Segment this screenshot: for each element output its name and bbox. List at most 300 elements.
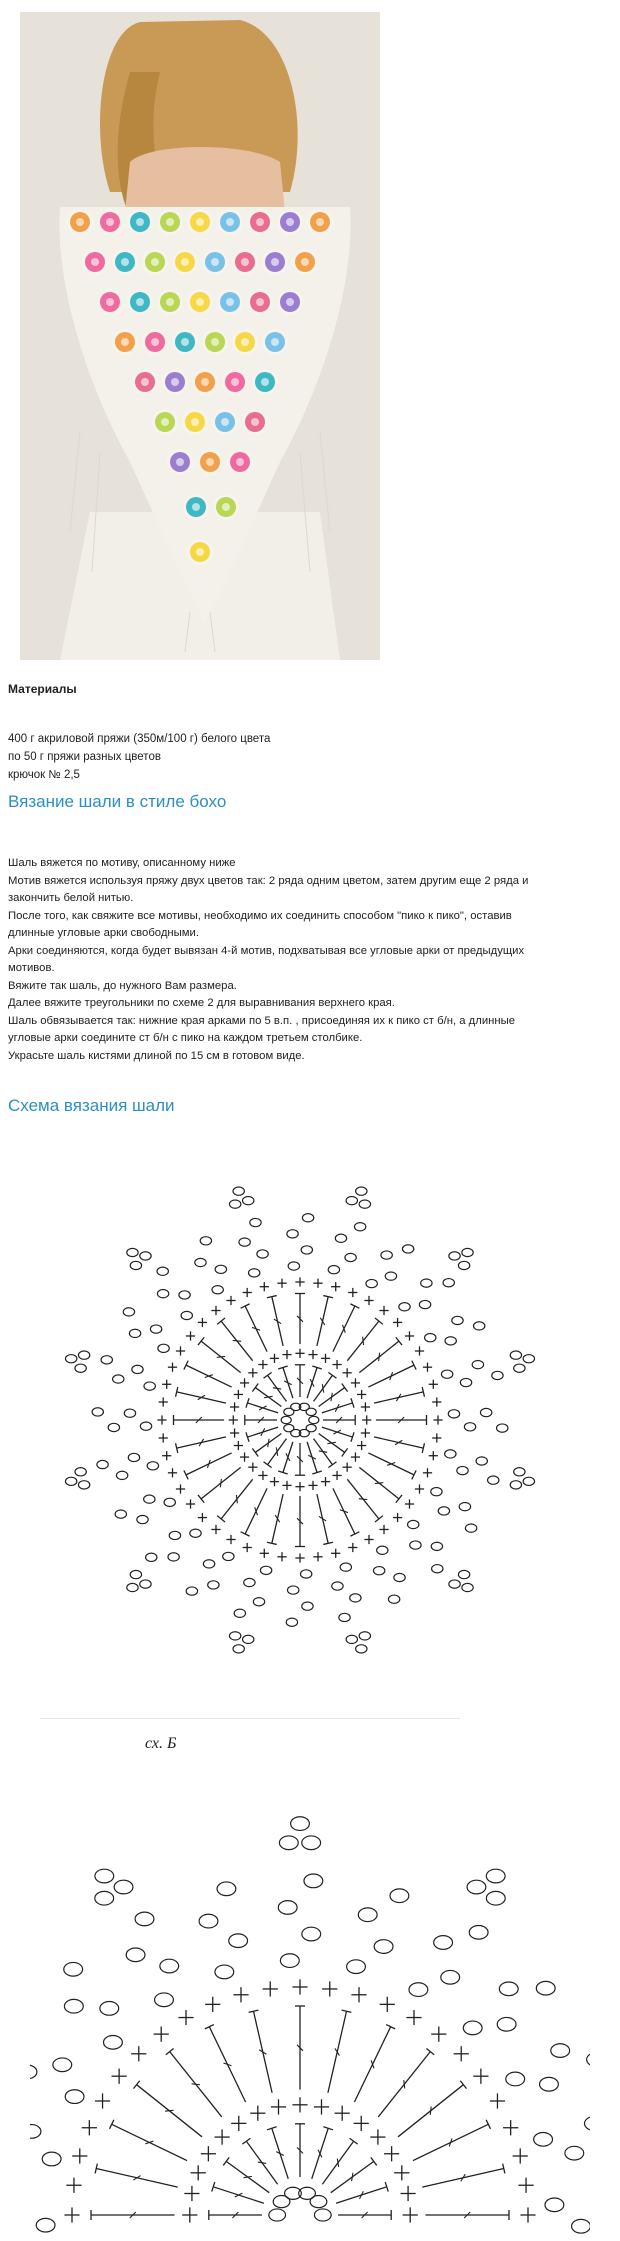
single-crochet-symbol <box>154 2027 169 2042</box>
double-crochet-symbol <box>368 1453 416 1479</box>
chain-stitch-symbol <box>147 1462 158 1470</box>
single-crochet-symbol <box>260 1549 269 1558</box>
single-crochet-symbol <box>270 1477 279 1486</box>
single-crochet-symbol <box>112 2069 127 2084</box>
chain-stitch-symbol <box>65 1477 76 1485</box>
chain-stitch-symbol <box>164 1498 175 1506</box>
single-crochet-symbol <box>230 1402 239 1411</box>
chain-stitch-symbol <box>431 1542 442 1550</box>
double-crochet-symbol <box>347 1479 382 1522</box>
double-crochet-symbol <box>319 1434 348 1457</box>
chain-stitch-symbol <box>291 1817 310 1831</box>
chain-stitch-symbol <box>545 2198 564 2212</box>
single-crochet-symbol <box>248 1368 257 1377</box>
shawl-photo <box>20 12 380 660</box>
chain-stitch-symbol <box>350 1594 361 1602</box>
chain-stitch-symbol <box>346 1196 357 1204</box>
chain-stitch-symbol <box>300 1570 311 1578</box>
chain-stitch-symbol <box>130 1261 141 1269</box>
single-crochet-symbol <box>211 1525 220 1534</box>
double-crochet-symbol <box>110 2120 187 2161</box>
double-crochet-symbol <box>241 1304 267 1352</box>
chain-stitch-symbol <box>127 1583 138 1591</box>
chain-stitch-symbol <box>458 1570 469 1578</box>
chain-stitch-symbol <box>281 1416 291 1423</box>
chain-stitch-symbol <box>431 1488 442 1496</box>
crochet-motif <box>217 209 243 235</box>
chain-stitch-symbol <box>385 1272 396 1280</box>
instructions <box>8 855 556 1065</box>
single-crochet-symbol <box>186 1499 195 1508</box>
double-crochet-symbol <box>312 2127 333 2179</box>
chain-stitch-symbol <box>140 1252 151 1260</box>
chain-stitch-symbol <box>462 1583 473 1591</box>
single-crochet-symbol <box>362 1415 371 1424</box>
single-crochet-symbol <box>431 2027 446 2042</box>
single-crochet-symbol <box>184 2186 199 2201</box>
single-crochet-symbol <box>503 2120 518 2135</box>
chain-stitch-symbol <box>356 1645 367 1653</box>
chain-stitch-symbol <box>75 1364 86 1372</box>
crochet-motif <box>262 329 288 355</box>
double-crochet-symbol <box>264 1439 287 1468</box>
single-crochet-symbol <box>226 1535 235 1544</box>
double-crochet-symbol <box>166 2048 222 2116</box>
single-crochet-symbol <box>231 2116 246 2131</box>
crochet-motif <box>157 289 183 315</box>
double-crochet-symbol <box>252 1384 281 1407</box>
double-crochet-symbol <box>333 1488 359 1536</box>
chain-stitch-symbol <box>65 1355 76 1363</box>
chain-stitch-symbol <box>286 1618 297 1626</box>
chain-stitch-symbol <box>510 1351 521 1359</box>
single-crochet-symbol <box>233 1987 248 2002</box>
double-crochet-symbol <box>374 1387 424 1403</box>
single-crochet-symbol <box>357 1390 366 1399</box>
instruction-paragraph: Вяжите так шаль, до нужного Вам размера. <box>8 979 237 992</box>
chain-stitch-symbol <box>302 1602 313 1610</box>
chain-stitch-symbol <box>345 1253 356 1261</box>
single-crochet-symbol <box>415 1346 424 1355</box>
instruction-paragraph: Шаль вяжется по мотиву, описанному ниже <box>8 857 236 869</box>
chain-stitch-symbol <box>144 1495 155 1503</box>
single-crochet-symbol <box>248 1463 257 1472</box>
double-crochet-symbol <box>217 1318 252 1361</box>
chain-stitch-symbol <box>419 1300 430 1308</box>
chain-stitch-symbol <box>332 1582 343 1590</box>
chain-stitch-symbol <box>302 1214 313 1222</box>
chain-stitch-symbol <box>409 1983 428 1997</box>
single-crochet-symbol <box>82 2120 97 2135</box>
chain-stitch-symbol <box>203 1560 214 1568</box>
double-crochet-symbol <box>323 1415 355 1425</box>
single-crochet-symbol <box>331 1549 340 1558</box>
chain-stitch-symbol <box>584 2117 590 2131</box>
single-crochet-symbol <box>322 1981 337 1996</box>
chain-stitch-symbol <box>30 2125 41 2139</box>
materials-line: по 50 г пряжи разных цветов <box>8 751 161 763</box>
chain-stitch-symbol <box>195 1258 206 1266</box>
chain-stitch-symbol <box>373 1567 384 1575</box>
single-crochet-symbol <box>393 1513 402 1522</box>
crochet-motif <box>277 209 303 235</box>
crochet-motif <box>112 329 138 355</box>
chain-stitch-symbol <box>460 1378 471 1386</box>
chain-stitch-symbol <box>215 1265 226 1273</box>
single-crochet-symbol <box>361 1402 370 1411</box>
chain-stitch-symbol <box>116 1471 127 1479</box>
chain-stitch-symbol <box>253 1598 264 1606</box>
instruction-paragraph: Мотив вяжется используя пряжу двух цветов так: 2 ряда одним цветом, затем другим еще 2 ряда и закончить белой нитью. <box>8 874 529 904</box>
crochet-motif <box>212 409 238 435</box>
single-crochet-symbol <box>292 2097 307 2112</box>
double-crochet-symbol <box>249 2010 272 2093</box>
section-title-scheme: Схема вязания шали <box>8 1096 175 1115</box>
single-crochet-symbol <box>214 2129 229 2144</box>
double-crochet-symbol <box>376 1415 427 1425</box>
crochet-motif <box>162 369 188 395</box>
chain-stitch-symbol <box>140 1580 151 1588</box>
chain-stitch-symbol <box>506 2072 525 2086</box>
double-crochet-symbol <box>184 1453 232 1479</box>
double-crochet-symbol <box>413 2120 490 2161</box>
crochet-half-motif-chart <box>30 1760 590 2235</box>
single-crochet-symbol <box>429 1451 438 1460</box>
single-crochet-symbol <box>182 2207 197 2222</box>
single-crochet-symbol <box>205 1997 220 2012</box>
single-crochet-symbol <box>406 2010 421 2025</box>
chain-stitch-symbol <box>126 1948 145 1962</box>
chain-stitch-symbol <box>399 1303 410 1311</box>
chain-stitch-symbol <box>229 1934 248 1948</box>
double-crochet-symbol <box>317 1494 333 1544</box>
chain-stitch-symbol <box>449 1580 460 1588</box>
double-crochet-symbol <box>374 1437 424 1453</box>
chain-stitch-symbol <box>78 1351 89 1359</box>
chain-stitch-symbol <box>146 1553 157 1561</box>
chain-stitch-symbol <box>458 1261 469 1269</box>
chain-stitch-symbol <box>144 1382 155 1390</box>
crochet-motif <box>262 249 288 275</box>
single-crochet-symbol <box>308 1350 317 1359</box>
chain-stitch-symbol <box>104 2035 123 2049</box>
chain-stitch-symbol <box>100 2002 119 2016</box>
single-crochet-symbol <box>520 2207 535 2222</box>
single-crochet-symbol <box>364 1535 373 1544</box>
single-crochet-symbol <box>332 1471 341 1480</box>
shawl-photo-illustration <box>20 12 380 660</box>
chain-stitch-symbol <box>160 1959 179 1973</box>
double-crochet-symbol <box>91 2210 175 2220</box>
single-crochet-symbol <box>162 1451 171 1460</box>
double-crochet-symbol <box>359 1467 402 1502</box>
chain-stitch-symbol <box>492 1371 503 1379</box>
single-crochet-symbol <box>454 2046 469 2061</box>
chain-stitch-symbol <box>381 1251 392 1259</box>
single-crochet-symbol <box>432 1397 441 1406</box>
single-crochet-symbol <box>198 1318 207 1327</box>
crochet-motif <box>202 249 228 275</box>
single-crochet-symbol <box>343 1463 352 1472</box>
single-crochet-symbol <box>429 1380 438 1389</box>
crochet-motif <box>97 289 123 315</box>
double-crochet-symbol <box>95 2164 178 2187</box>
crochet-motif <box>222 369 248 395</box>
chain-stitch-symbol <box>229 1632 240 1640</box>
double-crochet-symbol <box>212 2182 264 2203</box>
chain-stitch-symbol <box>101 1356 112 1364</box>
crochet-motif <box>127 289 153 315</box>
single-crochet-symbol <box>313 1279 322 1288</box>
double-crochet-symbol <box>205 2025 246 2102</box>
single-crochet-symbol <box>191 2165 206 2180</box>
single-crochet-symbol <box>176 1484 185 1493</box>
double-crochet-symbol <box>184 1361 232 1387</box>
chain-stitch-symbol <box>457 1466 468 1474</box>
double-crochet-symbol <box>338 2210 391 2220</box>
chain-stitch-symbol <box>536 1981 555 1995</box>
double-crochet-symbol <box>295 2124 305 2177</box>
crochet-diagram-half-motif <box>30 1760 590 2235</box>
chain-stitch-symbol <box>499 1982 518 1996</box>
crochet-motif <box>172 329 198 355</box>
chain-stitch-symbol <box>65 2090 84 2104</box>
materials-heading: Материалы <box>8 682 77 696</box>
single-crochet-symbol <box>357 1441 366 1450</box>
chain-stitch-symbol <box>394 1573 405 1581</box>
chain-stitch-symbol <box>135 1912 154 1926</box>
single-crochet-symbol <box>240 1378 249 1387</box>
chain-stitch-symbol <box>309 1416 319 1423</box>
chain-stitch-symbol <box>64 1999 83 2013</box>
crochet-motif <box>112 249 138 275</box>
double-crochet-symbol <box>217 1479 252 1522</box>
chain-stitch-symbol <box>390 1889 409 1903</box>
crochet-motif <box>213 494 239 520</box>
chain-stitch-symbol <box>438 1507 449 1515</box>
crochet-motif <box>183 494 209 520</box>
chain-stitch-symbol <box>377 1546 388 1554</box>
chain-stitch-symbol <box>239 1238 250 1246</box>
chain-stitch-symbol <box>540 2077 559 2091</box>
chain-stitch-symbol <box>288 1586 299 1594</box>
crochet-motif <box>142 249 168 275</box>
chain-stitch-symbol <box>229 1200 240 1208</box>
single-crochet-symbol <box>423 1468 432 1477</box>
chain-stitch-symbol <box>347 1960 366 1974</box>
chain-stitch-symbol <box>234 1609 245 1617</box>
chain-stitch-symbol <box>150 1325 161 1333</box>
chain-stitch-symbol <box>459 1502 470 1510</box>
chain-stitch-symbol <box>75 1468 86 1476</box>
single-crochet-symbol <box>308 1481 317 1490</box>
double-crochet-symbol <box>295 1443 305 1475</box>
single-crochet-symbol <box>403 2207 418 2222</box>
chain-stitch-symbol <box>301 1246 312 1254</box>
single-crochet-symbol <box>518 2178 533 2193</box>
single-crochet-symbol <box>295 1349 304 1358</box>
chain-stitch-symbol <box>179 1291 190 1299</box>
crochet-motif <box>232 249 258 275</box>
chain-stitch-symbol <box>358 1908 377 1922</box>
chain-stitch-symbol <box>359 1632 370 1640</box>
single-crochet-symbol <box>364 1296 373 1305</box>
double-crochet-symbol <box>378 2048 434 2116</box>
chain-stitch-symbol <box>208 1581 219 1589</box>
chain-stitch-symbol <box>359 1200 370 1208</box>
single-crochet-symbol <box>331 1282 340 1291</box>
single-crochet-symbol <box>343 1368 352 1377</box>
chain-stitch-symbol <box>278 1901 297 1915</box>
chain-stitch-symbol <box>200 1237 211 1245</box>
single-crochet-symbol <box>159 1433 168 1442</box>
single-crochet-symbol <box>250 2106 265 2121</box>
single-crochet-symbol <box>332 1360 341 1369</box>
section-title-knitting: Вязание шали в стиле бохо <box>8 792 227 811</box>
double-crochet-symbol <box>368 1361 416 1387</box>
chain-stitch-symbol <box>108 1423 119 1431</box>
chain-stitch-symbol <box>476 1457 487 1465</box>
chain-stitch-symbol <box>158 1344 169 1352</box>
single-crochet-symbol <box>258 1360 267 1369</box>
single-crochet-symbol <box>178 2010 193 2025</box>
crochet-motif <box>247 209 273 235</box>
chain-stitch-symbol <box>288 1262 299 1270</box>
double-crochet-symbol <box>241 1488 267 1536</box>
chain-stitch-symbol <box>469 1925 488 1939</box>
crochet-motif <box>192 369 218 395</box>
double-crochet-symbol <box>209 2210 262 2220</box>
single-crochet-symbol <box>234 1390 243 1399</box>
double-crochet-symbol <box>295 1496 305 1547</box>
single-crochet-symbol <box>348 1288 357 1297</box>
chain-stitch-symbol <box>448 1410 459 1418</box>
single-crochet-symbol <box>348 1543 357 1552</box>
single-crochet-symbol <box>162 1380 171 1389</box>
chain-stitch-symbol <box>302 1927 321 1941</box>
double-crochet-symbol <box>398 2081 466 2137</box>
single-crochet-symbol <box>351 1378 360 1387</box>
chain-stitch-symbol <box>572 2219 590 2233</box>
chain-stitch-symbol <box>157 1267 168 1275</box>
single-crochet-symbol <box>335 2106 350 2121</box>
instruction-paragraph: После того, как свяжите все мотивы, необходимо их соединить способом "пико к пико", оставив длинные угловые арки свободными. <box>8 909 512 939</box>
chain-stitch-symbol <box>212 1286 223 1294</box>
single-crochet-symbol <box>415 1484 424 1493</box>
chain-stitch-symbol <box>97 1460 108 1468</box>
chain-stitch-symbol <box>123 1308 134 1316</box>
chain-stitch-symbol <box>449 1252 460 1260</box>
single-crochet-symbol <box>473 2069 488 2084</box>
chain-stitch-symbol <box>233 1645 244 1653</box>
chain-stitch-symbol <box>113 1375 124 1383</box>
chain-stitch-symbol <box>124 1409 135 1417</box>
crochet-motif <box>142 329 168 355</box>
instruction-paragraph: Украсьте шаль кистями длиной по 15 см в готовом виде. <box>8 1049 305 1062</box>
chain-stitch-symbol <box>130 1570 141 1578</box>
chain-stitch-symbol <box>223 1552 234 1560</box>
chain-stitch-symbol <box>181 1311 192 1319</box>
single-crochet-symbol <box>240 1452 249 1461</box>
single-crochet-symbol <box>282 1350 291 1359</box>
double-crochet-symbol <box>176 1387 226 1403</box>
single-crochet-symbol <box>263 1981 278 1996</box>
single-crochet-symbol <box>270 1354 279 1363</box>
chain-stitch-symbol <box>129 1329 140 1337</box>
crochet-motif <box>132 369 158 395</box>
chain-stitch-symbol <box>354 1223 365 1231</box>
chain-stitch-symbol <box>114 1880 133 1894</box>
single-crochet-symbol <box>513 2148 528 2163</box>
crochet-motif <box>187 289 213 315</box>
chain-stitch-symbol <box>168 1553 179 1561</box>
crochet-motif <box>247 289 273 315</box>
chain-stitch-symbol <box>169 1531 180 1539</box>
single-crochet-symbol <box>226 1296 235 1305</box>
chain-stitch-symbol <box>356 1187 367 1195</box>
chain-stitch-symbol <box>463 2021 482 2035</box>
chain-stitch-symbol <box>157 1289 168 1297</box>
single-crochet-symbol <box>66 2178 81 2193</box>
single-crochet-symbol <box>361 1428 370 1437</box>
chain-stitch-symbol <box>497 2017 516 2031</box>
single-crochet-symbol <box>394 2165 409 2180</box>
chain-stitch-symbol <box>434 1936 453 1950</box>
chain-stitch-symbol <box>269 2209 286 2221</box>
single-crochet-symbol <box>64 2207 79 2222</box>
chain-stitch-symbol <box>534 2132 553 2146</box>
chain-stitch-symbol <box>302 1836 321 1850</box>
single-crochet-symbol <box>176 1346 185 1355</box>
single-crochet-symbol <box>201 2146 216 2161</box>
chain-stitch-symbol <box>486 1891 505 1905</box>
chain-stitch-symbol <box>473 1322 484 1330</box>
chain-stitch-symbol <box>53 2058 72 2072</box>
double-crochet-symbol <box>314 1372 337 1401</box>
single-crochet-symbol <box>277 1552 286 1561</box>
crochet-motif-chart <box>30 1140 570 1700</box>
single-crochet-symbol <box>243 1543 252 1552</box>
chain-stitch-symbol <box>280 1954 299 1968</box>
single-crochet-symbol <box>168 1468 177 1477</box>
chain-stitch-symbol <box>425 1334 436 1342</box>
chain-stitch-symbol <box>243 1635 254 1643</box>
materials-line: крючок № 2,5 <box>8 769 80 781</box>
chain-stitch-symbol <box>472 1360 483 1368</box>
single-crochet-symbol <box>282 1481 291 1490</box>
crochet-motif <box>227 449 253 475</box>
chain-stitch-symbol <box>306 1408 316 1415</box>
chain-stitch-symbol <box>410 1541 421 1549</box>
single-crochet-symbol <box>321 1477 330 1486</box>
chain-stitch-symbol <box>339 1613 350 1621</box>
chain-stitch-symbol <box>128 1453 139 1461</box>
crochet-motif <box>157 209 183 235</box>
chain-stitch-symbol <box>287 1230 298 1238</box>
double-crochet-symbol <box>422 2164 505 2187</box>
double-crochet-symbol <box>333 1304 359 1352</box>
single-crochet-symbol <box>271 2099 286 2114</box>
materials-line: 400 г акриловой пряжи (350м/100 г) белого цвета <box>8 733 271 745</box>
double-crochet-symbol <box>359 1337 402 1372</box>
crochet-motif <box>307 209 333 235</box>
double-crochet-symbol <box>267 1494 283 1544</box>
double-crochet-symbol <box>295 1294 305 1345</box>
double-crochet-symbol <box>354 2025 395 2102</box>
double-crochet-symbol <box>336 2182 388 2203</box>
chain-stitch-symbol <box>551 2044 570 2058</box>
chain-stitch-symbol <box>92 1408 103 1416</box>
